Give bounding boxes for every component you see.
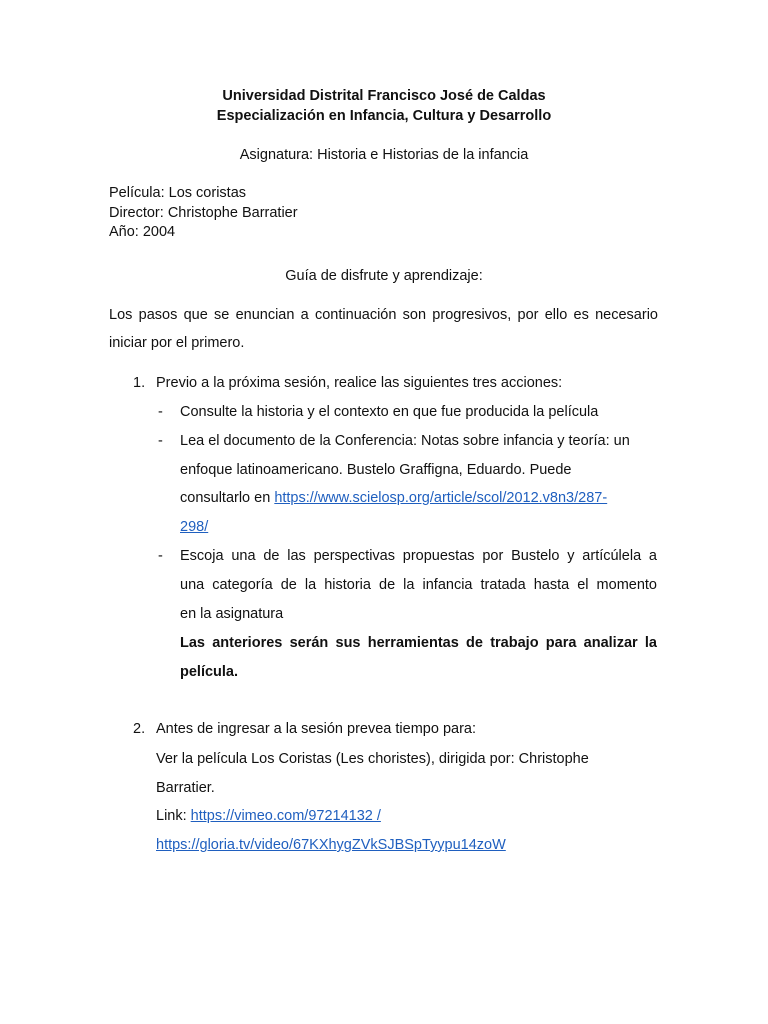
program-name: Especialización en Infancia, Cultura y Desarrollo	[216, 108, 552, 124]
subject-line: Asignatura: Historia e Historias de la infancia	[239, 147, 529, 163]
guide-title: Guía de disfrute y aprendizaje:	[285, 268, 483, 284]
step-2-link-line-2	[156, 835, 506, 855]
scielo-link[interactable]: https://www.scielosp.org/article/scol/2012.v8n3/287-	[274, 490, 608, 506]
intro-line-1: Los pasos que se enuncian a continuación son progresivos, por ello es necesario	[109, 307, 658, 323]
bullet-2-line-2: enfoque latinoamericano. Bustelo Graffigna, Eduardo. Puede	[180, 462, 572, 478]
university-name: Universidad Distrital Francisco José de Caldas	[222, 88, 546, 104]
bullet-2-line-3	[180, 488, 607, 508]
step-2-link-line	[156, 806, 381, 826]
step-2-number: 2.	[133, 721, 146, 737]
bullet-3-line-3: en la asignatura	[180, 606, 284, 622]
note-line-1: Las anteriores serán sus herramientas de trabajo para analizar la	[180, 635, 657, 651]
note-line-2: película.	[180, 664, 239, 680]
film-year: Año: 2004	[109, 224, 176, 240]
bullet-3-line-2: una categoría de la historia de la infancia tratada hasta el momento	[180, 577, 657, 593]
film-title: Película: Los coristas	[109, 185, 247, 201]
bullet-dash: -	[158, 404, 163, 420]
bullet-2-line-1: Lea el documento de la Conferencia: Notas sobre infancia y teoría: un	[180, 433, 630, 449]
bullet-dash: -	[158, 548, 163, 564]
bullet-3-line-1: Escoja una de las perspectivas propuestas por Bustelo y artícúlela a	[180, 548, 657, 564]
link-label: Link:	[156, 808, 191, 824]
step-1-number: 1.	[133, 375, 146, 391]
bullet-2-line-4	[180, 517, 208, 537]
step-1-text: Previo a la próxima sesión, realice las siguientes tres acciones:	[156, 375, 563, 391]
scielo-link-continued[interactable]: 298/	[180, 519, 209, 535]
intro-line-2: iniciar por el primero.	[109, 335, 245, 351]
gloria-link[interactable]: https://gloria.tv/video/67KXhygZVkSJBSpTyypu14zoW	[156, 837, 506, 853]
step-2-line-1: Ver la película Los Coristas (Les choristes), dirigida por: Christophe	[156, 751, 589, 767]
bullet-2-prefix: consultarlo en	[180, 490, 275, 506]
bullet-dash: -	[158, 433, 163, 449]
film-director: Director: Christophe Barratier	[109, 205, 298, 221]
step-2-line-2: Barratier.	[156, 780, 215, 796]
step-2-text: Antes de ingresar a la sesión prevea tiempo para:	[156, 721, 476, 737]
bullet-1-text: Consulte la historia y el contexto en que fue producida la película	[180, 404, 599, 420]
vimeo-link[interactable]: https://vimeo.com/97214132 /	[190, 808, 381, 824]
